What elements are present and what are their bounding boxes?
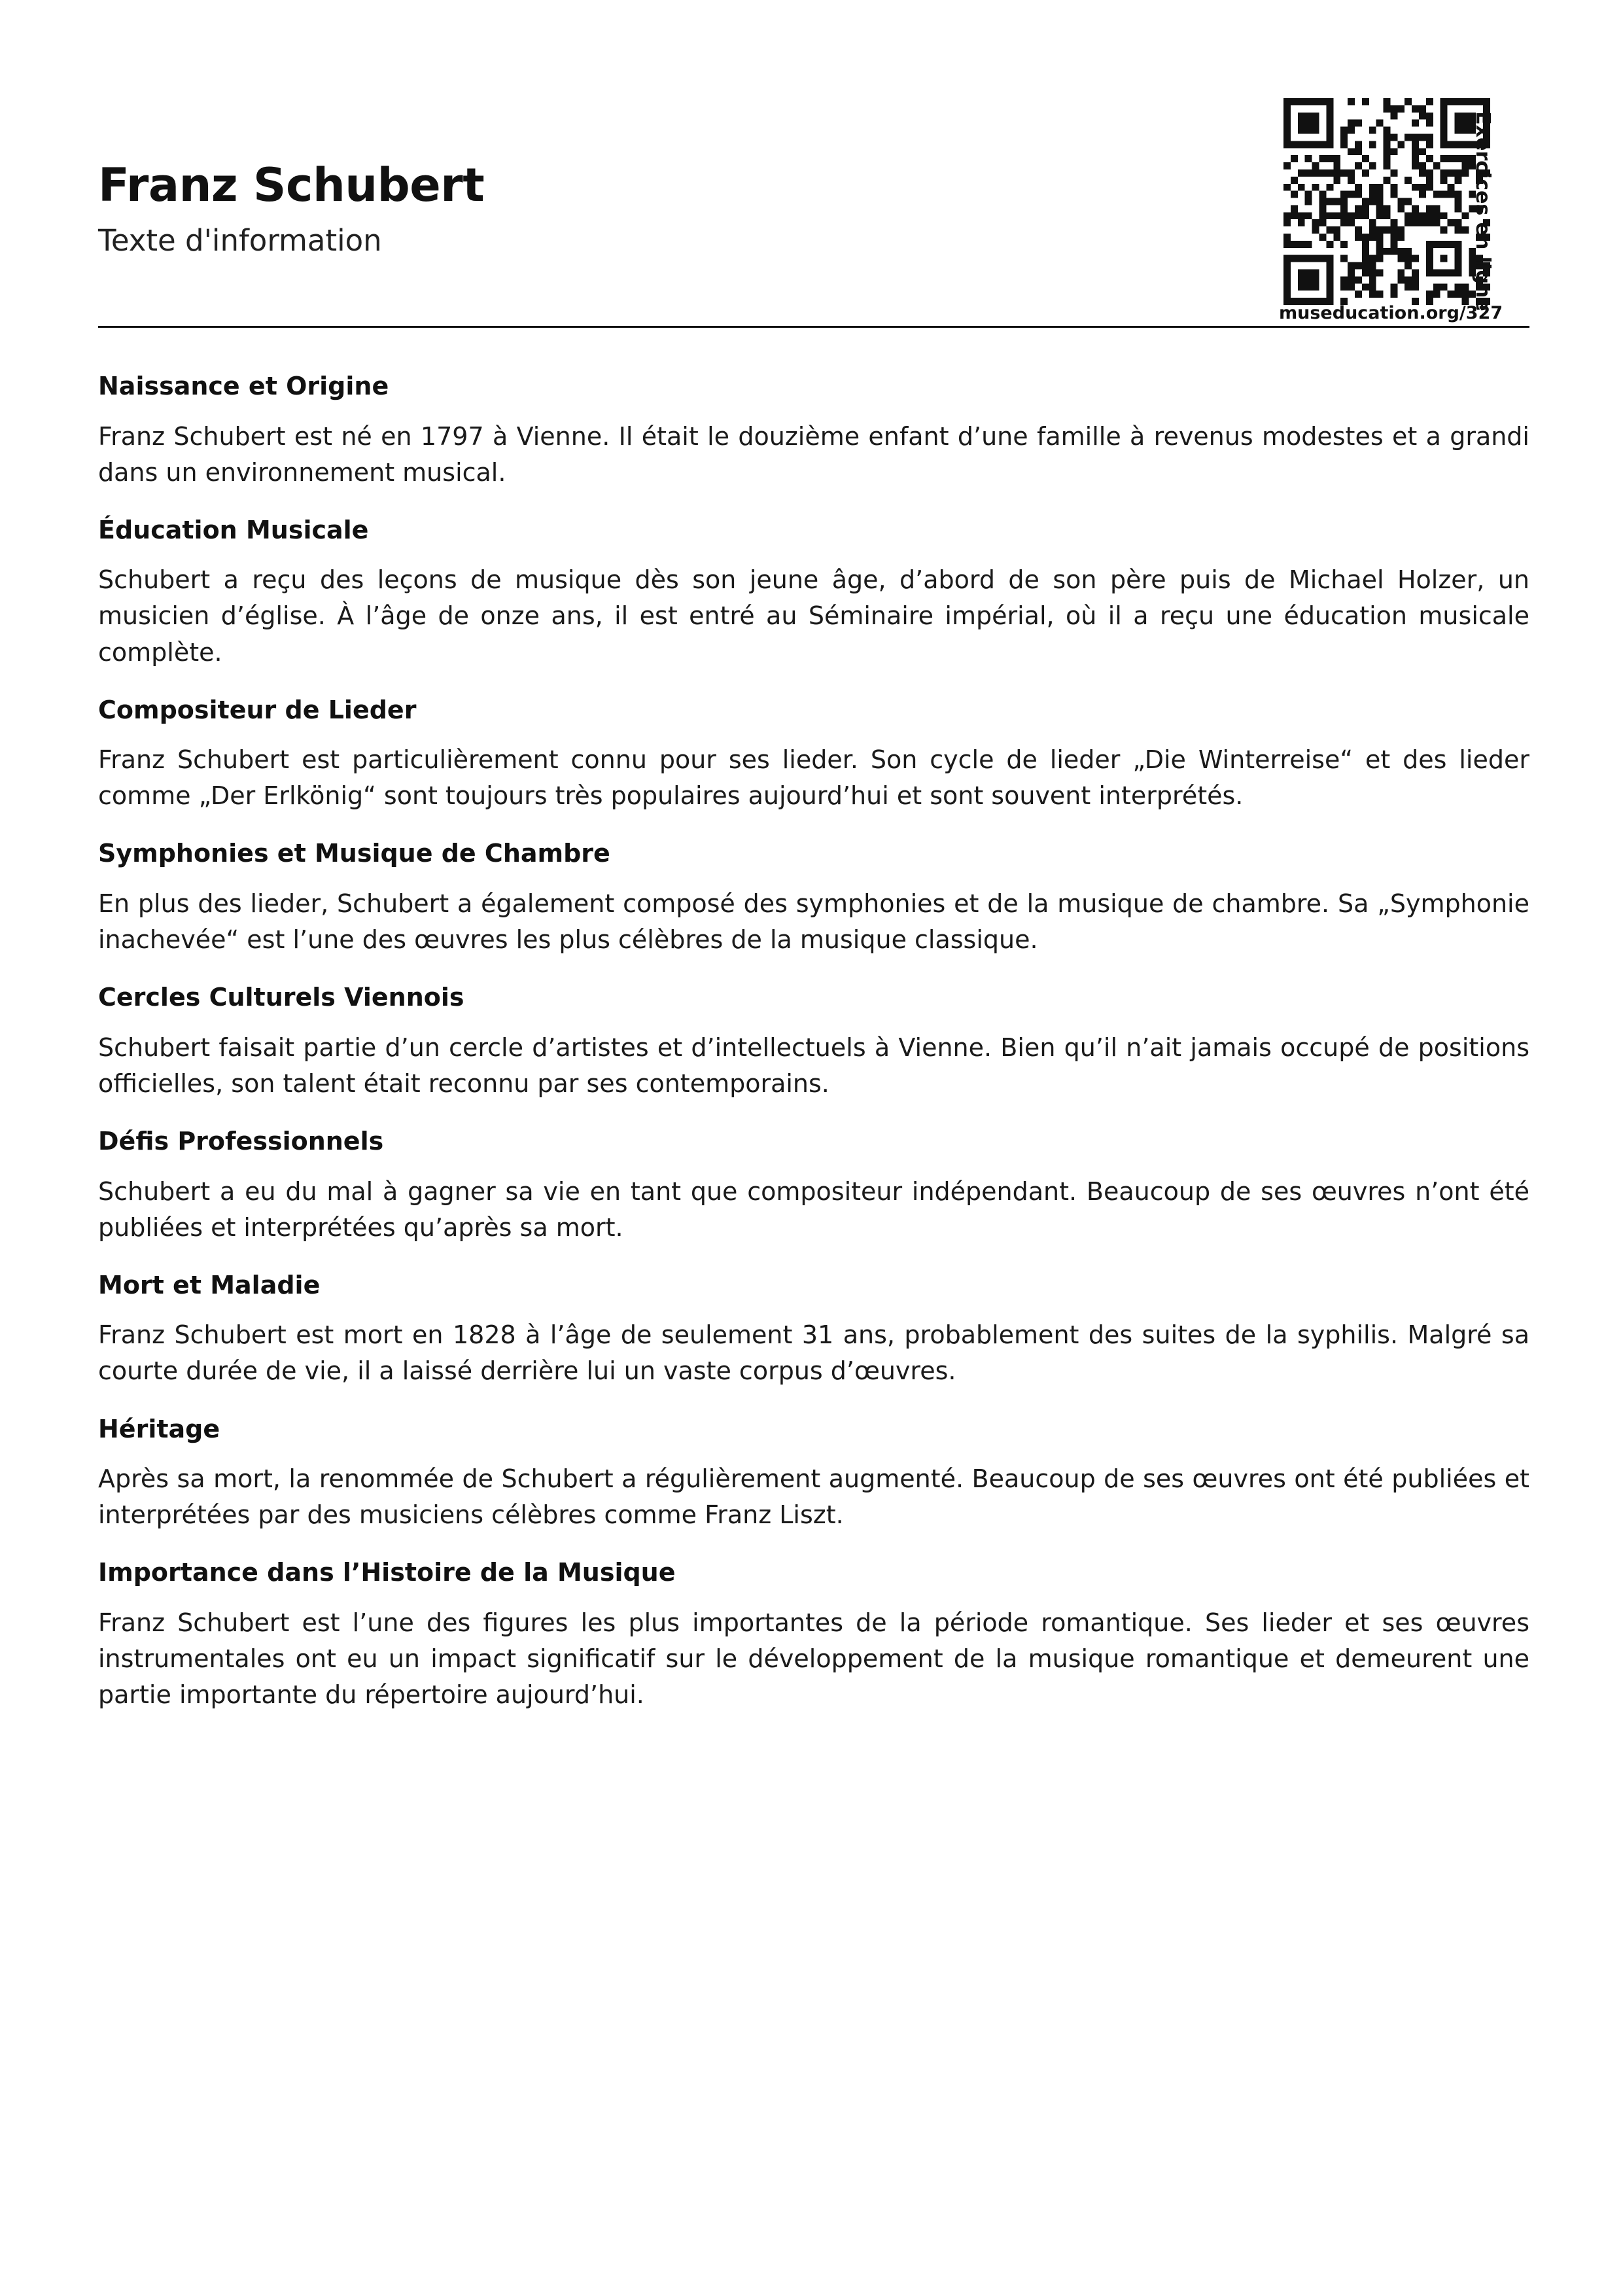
- qr-url-label[interactable]: museducation.org/327: [1279, 303, 1503, 323]
- section-challenges: [98, 1127, 1529, 1246]
- section-heading: Importance dans l’Histoire de la Musique: [98, 1558, 676, 1587]
- section-heading: Défis Professionnels: [98, 1127, 384, 1156]
- section-heading: Naissance et Origine: [98, 372, 389, 400]
- section-legacy: [98, 1415, 1529, 1534]
- section-text: Après sa mort, la renommée de Schubert a régulièrement augmenté. Beaucoup de ses œuvres ont été publiées et interprétées par des musiciens célèbres comme Franz Liszt.: [98, 1464, 1529, 1530]
- section-text: Schubert a reçu des leçons de musique dès son jeune âge, d’abord de son père puis de Michael Holzer, un musicien d’église. À l’âge de onze ans, il est entré au Séminaire impérial, où il a reçu une éducation musicale complète.: [98, 565, 1529, 667]
- header-divider: [98, 326, 1529, 328]
- section-text: Franz Schubert est né en 1797 à Vienne. Il était le douzième enfant d’une famille à revenus modestes et a grandi dans un environnement musical.: [98, 421, 1529, 487]
- section-death: [98, 1271, 1529, 1390]
- page-title: Franz Schubert: [98, 158, 485, 212]
- section-education: [98, 516, 1529, 671]
- section-birth: [98, 372, 1529, 491]
- section-text: Franz Schubert est mort en 1828 à l’âge de seulement 31 ans, probablement des suites de la syphilis. Malgré sa courte durée de vie, il a laissé derrière lui un vaste corpus d’œuvres.: [98, 1320, 1529, 1386]
- section-heading: Éducation Musicale: [98, 515, 369, 544]
- section-heading: Héritage: [98, 1414, 220, 1443]
- section-text: Schubert a eu du mal à gagner sa vie en tant que compositeur indépendant. Beaucoup de ses œuvres n’ont été publiées et interprétées qu’après sa mort.: [98, 1176, 1529, 1242]
- page-subtitle: Texte d'information: [98, 223, 382, 258]
- section-lieder: [98, 696, 1529, 815]
- section-heading: Cercles Culturels Viennois: [98, 983, 464, 1012]
- section-text: Franz Schubert est l’une des figures les plus importantes de la période romantique. Ses lieder et ses œuvres instrumentales ont eu un impact significatif sur le développement de la musique romantique et demeurent une partie importante du répertoire aujourd’hui.: [98, 1608, 1529, 1710]
- section-heading: Symphonies et Musique de Chambre: [98, 839, 610, 868]
- online-exercises-label: Exercices en ligne: [1471, 111, 1494, 311]
- section-circles: [98, 983, 1529, 1102]
- section-text: En plus des lieder, Schubert a également composé des symphonies et de la musique de chambre. Sa „Symphonie inachevée“ est l’une des œuvres les plus célèbres de la musique classique.: [98, 889, 1529, 955]
- section-text: Franz Schubert est particulièrement connu pour ses lieder. Son cycle de lieder „Die Winterreise“ et des lieder comme „Der Erlkönig“ sont toujours très populaires aujourd’hui et sont souvent interprétés.: [98, 745, 1529, 811]
- section-symphonies: [98, 839, 1529, 958]
- section-text: Schubert faisait partie d’un cercle d’artistes et d’intellectuels à Vienne. Bien qu’il n’ait jamais occupé de positions officielles, son talent était reconnu par ses contemporains.: [98, 1033, 1529, 1098]
- section-heading: Mort et Maladie: [98, 1270, 321, 1299]
- qr-code-icon[interactable]: [1283, 98, 1490, 305]
- article-body: [98, 372, 1529, 1738]
- section-importance: [98, 1558, 1529, 1713]
- section-heading: Compositeur de Lieder: [98, 695, 417, 724]
